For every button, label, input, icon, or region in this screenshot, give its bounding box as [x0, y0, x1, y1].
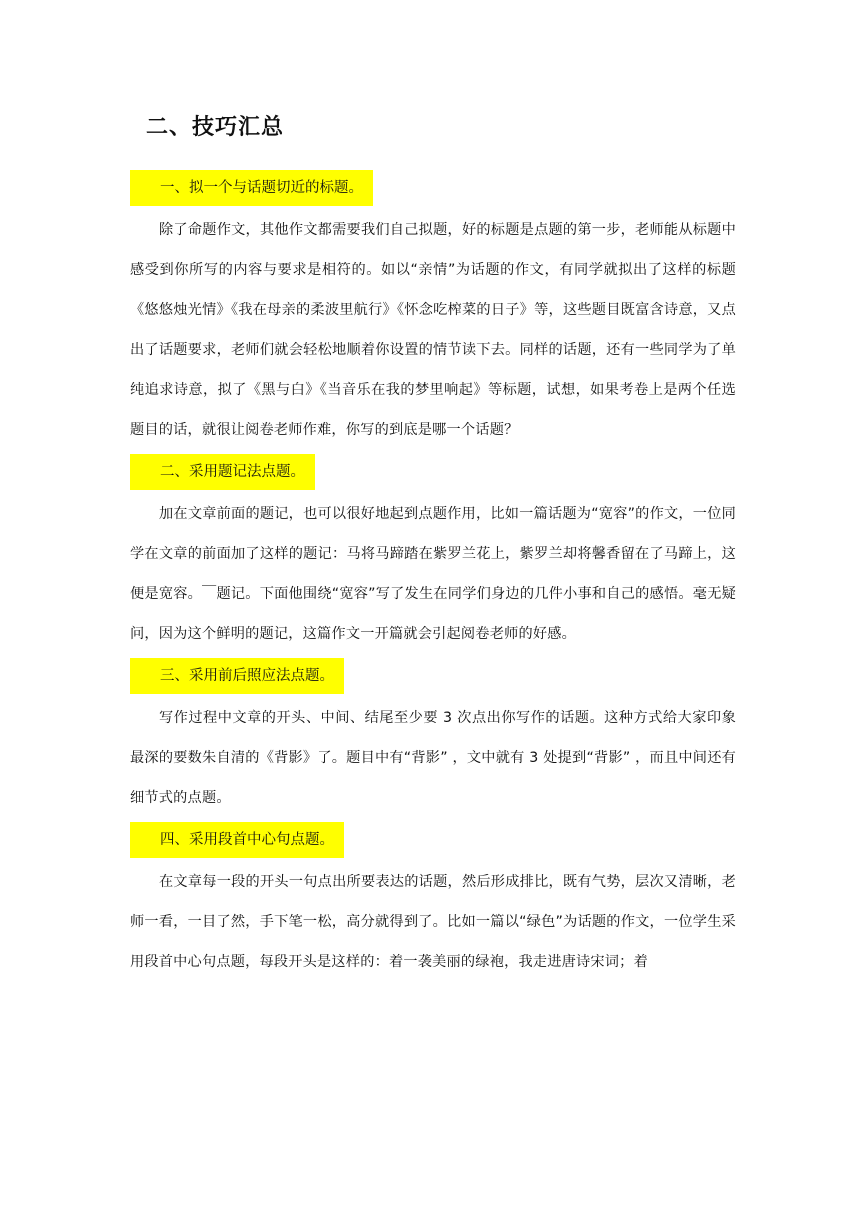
- tip-2: [130, 450, 736, 654]
- tip-heading-3: 三、采用前后照应法点题。: [130, 658, 344, 694]
- tip-4: [130, 818, 736, 982]
- tip-heading-1: 一、拟一个与话题切近的标题。: [130, 170, 373, 206]
- tip-heading-2: 二、采用题记法点题。: [130, 454, 315, 490]
- tip-paragraph-1: 除了命题作文，其他作文都需要我们自己拟题，好的标题是点题的第一步，老师能从标题中感受到你所写的内容与要求是相符的。如以“亲情”为话题的作文，有同学就拟出了这样的标题《悠悠烛光情》《我在母亲的柔波里航行》《怀念吃榨菜的日子》等，这些题目既富含诗意，又点出了话题要求，老师们就会轻松地顺着你设置的情节读下去。同样的话题，还有一些同学为了单纯追求诗意，拟了《黑与白》《当音乐在我的梦里响起》等标题，试想，如果考卷上是两个任选题目的话，就很让阅卷老师作难，你写的到底是哪一个话题？: [130, 222, 736, 438]
- tip-paragraph-4: 在文章每一段的开头一句点出所要表达的话题，然后形成排比，既有气势，层次又清晰，老师一看，一目了然，手下笔一松，高分就得到了。比如一篇以“绿色”为话题的作文，一位学生采用段首中心句点题，每段开头是这样的：着一袭美丽的绿袍，我走进唐诗宋词；着: [130, 874, 736, 970]
- tip-3: [130, 654, 736, 818]
- section-title: 二、技巧汇总: [146, 115, 285, 140]
- tip-heading-4: 四、采用段首中心句点题。: [130, 822, 344, 858]
- tip-paragraph-3: 写作过程中文章的开头、中间、结尾至少要 3 次点出你写作的话题。这种方式给大家印象最深的要数朱自清的《背影》了。题目中有“背影” ，文中就有 3 处提到“背影” ，而且中间还有细节式的点题。: [130, 710, 736, 806]
- tip-paragraph-2: 加在文章前面的题记，也可以很好地起到点题作用，比如一篇话题为“宽容”的作文，一位同学在文章的前面加了这样的题记：马将马蹄踏在紫罗兰花上，紫罗兰却将馨香留在了马蹄上，这便是宽容。￣题记。下面他围绕“宽容”写了发生在同学们身边的几件小事和自己的感悟。毫无疑问，因为这个鲜明的题记，这篇作文一开篇就会引起阅卷老师的好感。: [130, 506, 736, 642]
- document-body: [130, 166, 736, 982]
- tip-1: [130, 166, 736, 450]
